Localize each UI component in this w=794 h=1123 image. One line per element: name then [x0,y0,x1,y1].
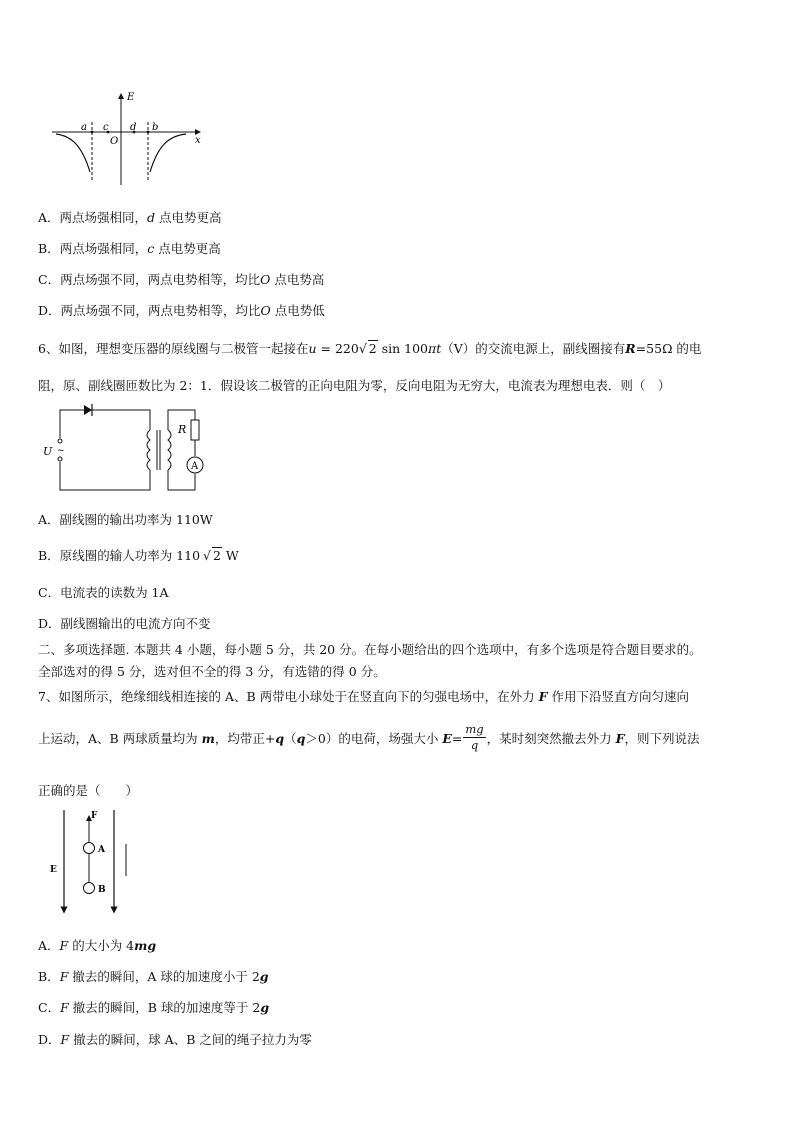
q6-option-b[interactable]: B．原线圈的输人功率为 110 √ 2 W [38,548,239,563]
q6-stem-line2: 阻，原、副线圈匝数比为 2：1．假设该二极管的正向电阻为零，反向电阻为无穷大，电流表为理想电表．则（ ） [38,378,671,393]
q5-option-a[interactable]: A．两点场强相同，d 点电势更高 [38,210,222,225]
field-strength-fraction: $\frac{mg}{q}$ [465,722,484,752]
q6-option-a[interactable]: A．副线圈的输出功率为 110W [38,512,213,527]
q6-stem-line1: 6、如图，理想变压器的原线圈与二极管一起接在u = 220√ 2 sin 100πt（V）的交流电源上，副线圈接有R=55Ω 的电 [38,341,702,356]
q6-option-c[interactable]: C．电流表的读数为 1A [38,585,169,600]
q6-option-d[interactable]: D．副线圈输出的电流方向不变 [38,616,211,631]
ball-a-label: A [98,845,105,855]
q7-stem-line2: 上运动，A、B 两球质量均为 m，均带正+q（q＞0）的电荷，场强大小 E= $\frac{mg}{q}$ ，某时刻突然撤去外力 F，则下列说法 [38,722,700,752]
point-a-label: a [81,122,87,133]
q5-option-b[interactable]: B．两点场强相同，c 点电势更高 [38,241,221,256]
source-u-label: U [43,445,53,458]
q7-stem-line3: 正确的是（ ） [38,783,139,798]
q6-voltage-formula: u = 220√ 2 sin 100πt [308,341,442,356]
q6-transformer-circuit [40,400,215,495]
e-axis-label: E [127,92,135,103]
q5-field-graph [48,88,208,188]
point-b-label: b [152,122,159,133]
force-f-label: F [91,811,98,821]
section2-instructions-line1: 二、多项选择题. 本题共 4 小题，每小题 5 分，共 20 分。在每小题给出的四个选项中，有多个选项是符合题目要求的。 [38,642,702,657]
q7-stem-line1: 7、如图所示，绝缘细线相连接的 A、B 两带电小球处于在竖直向下的匀强电场中，在外力 F 作用下沿竖直方向匀速向 [38,689,689,704]
q7-option-a[interactable]: A．F 的大小为 4mg [38,938,157,953]
origin-label: O [110,136,119,147]
x-axis-label: x [195,135,201,146]
q7-option-d[interactable]: D．F 撤去的瞬间，球 A、B 之间的绳子拉力为零 [38,1032,312,1047]
ammeter-label: A [191,461,199,472]
q5-option-d[interactable]: D．两点场强不同，两点电势相等，均比O 点电势低 [38,303,325,318]
section2-instructions-line2: 全部选对的得 5 分，选对但不全的得 3 分，有选错的得 0 分。 [38,664,386,679]
q5-option-c[interactable]: C．两点场强不同，两点电势相等，均比O 点电势高 [38,272,325,287]
q7-option-c[interactable]: C．F 撤去的瞬间，B 球的加速度等于 2g [38,1000,270,1015]
q7-option-b[interactable]: B．F 撤去的瞬间，A 球的加速度小于 2g [38,969,269,984]
svg-text:~: ~ [57,446,65,456]
resistor-r-label: R [178,423,187,436]
ball-b-label: B [98,885,106,895]
point-d-label: d [130,122,137,133]
point-c-label: c [103,122,109,133]
q7-charged-balls-figure [46,806,136,916]
field-e-label: E [50,865,57,875]
